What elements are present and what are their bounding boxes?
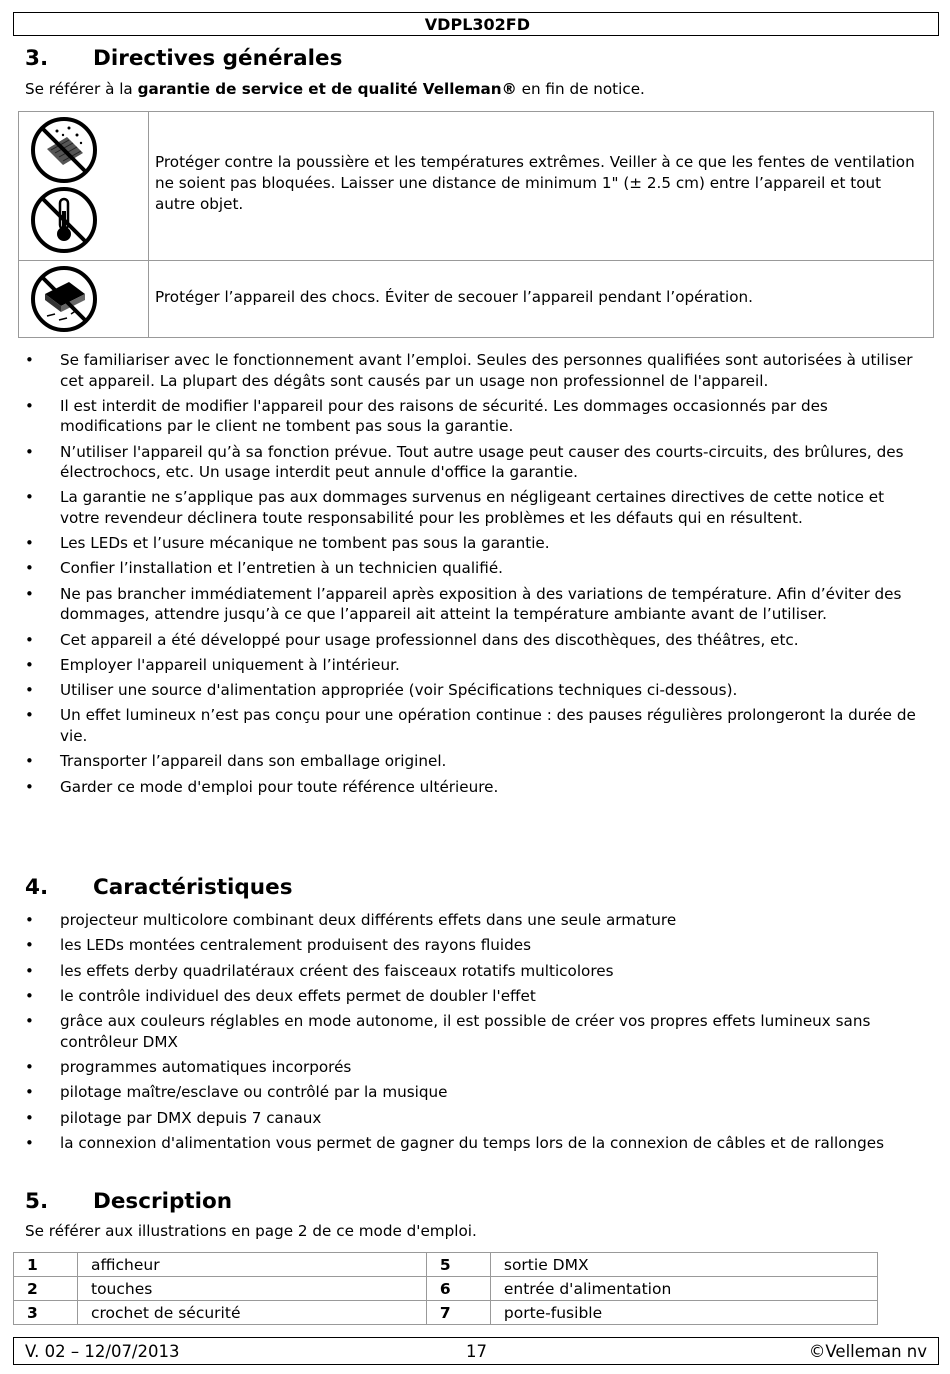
item-number: 7 (426, 1301, 490, 1325)
description-table (13, 1252, 878, 1325)
warning-text: Protéger contre la poussière et les températures extrêmes. Veiller à ce que les fentes de ventilation ne soient pas bloquées. Laisser une distance de minimum 1" (± 2.5 cm) entre l’appareil et tout autre objet. (155, 153, 915, 213)
list-item: • grâce aux couleurs réglables en mode autonome, il est possible de créer vos propres effets lumineux sans contrôleur DMX (25, 1011, 925, 1052)
list-item: • le contrôle individuel des deux effets permet de doubler l'effet (25, 986, 925, 1007)
list-item: • la connexion d'alimentation vous permet de gagner du temps lors de la connexion de câbles et de rallonges (25, 1133, 925, 1154)
list-item: • pilotage maître/esclave ou contrôlé par la musique (25, 1082, 925, 1103)
section-3-bullet-list (25, 350, 925, 802)
section-3-intro (25, 80, 645, 98)
list-item: • N’utiliser l'appareil qu’à sa fonction prévue. Tout autre usage peut causer des courts-circuits, des brûlures, des électrochocs, etc. Un usage interdit peut annule d'office la garantie. (25, 442, 925, 483)
list-item: • projecteur multicolore combinant deux différents effets dans une seule armature (25, 910, 925, 931)
intro-text-end: en fin de notice. (516, 80, 645, 98)
item-label: entrée d'alimentation (490, 1277, 877, 1301)
item-label: crochet de sécurité (78, 1301, 427, 1325)
item-number: 1 (14, 1253, 78, 1277)
no-dust-icon (29, 115, 99, 185)
list-item: • pilotage par DMX depuis 7 canaux (25, 1108, 925, 1129)
list-item: • Utiliser une source d'alimentation appropriée (voir Spécifications techniques ci-dessous). (25, 680, 925, 701)
list-item: • Il est interdit de modifier l'appareil pour des raisons de sécurité. Les dommages occasionnés par des modifications par le client ne tombent pas sous la garantie. (25, 396, 925, 437)
item-number: 3 (14, 1301, 78, 1325)
list-item: • Les LEDs et l’usure mécanique ne tombent pas sous la garantie. (25, 533, 925, 554)
list-item: • La garantie ne s’applique pas aux dommages survenus en négligeant certaines directives de cette notice et votre revendeur déclinera toute responsabilité pour les problèmes et les défauts qui en résultent. (25, 487, 925, 528)
item-number: 6 (426, 1277, 490, 1301)
section-title: Directives générales (93, 46, 343, 71)
page-footer (13, 1337, 939, 1365)
item-label: afficheur (78, 1253, 427, 1277)
warning-row (19, 112, 933, 261)
page-header (13, 12, 939, 36)
list-item: • Cet appareil a été développé pour usage professionnel dans des discothèques, des théâtres, etc. (25, 630, 925, 651)
section-title: Description (93, 1189, 233, 1214)
footer-version: V. 02 – 12/07/2013 (25, 1342, 180, 1361)
list-item: • Confier l’installation et l’entretien à un technicien qualifié. (25, 558, 925, 579)
item-label: porte-fusible (490, 1301, 877, 1325)
list-item: • les LEDs montées centralement produisent des rayons fluides (25, 935, 925, 956)
list-item: • Transporter l’appareil dans son emballage originel. (25, 751, 925, 772)
table-row (14, 1301, 878, 1325)
no-temperature-icon (29, 185, 99, 255)
model-title: VDPL302FD (424, 15, 530, 34)
section-title: Caractéristiques (93, 875, 293, 900)
intro-bold-text: garantie de service et de qualité Velleman® (137, 80, 517, 98)
section-number: 5. (25, 1189, 49, 1214)
list-item: • les effets derby quadrilatéraux créent des faisceaux rotatifs multicolores (25, 961, 925, 982)
list-item: • Ne pas brancher immédiatement l’appareil après exposition à des variations de température. Afin d’éviter des dommages, attendre jusqu’à ce que l’appareil ait atteint la température ambiante avant de l’utiliser. (25, 584, 925, 625)
footer-copyright: ©Velleman nv (808, 1342, 927, 1361)
section-number: 3. (25, 46, 49, 71)
list-item: • Se familiariser avec le fonctionnement avant l’emploi. Seules des personnes qualifiées sont autorisées à utiliser cet appareil. La plupart des dégâts sont causés par un usage non professionnel de l'appareil. (25, 350, 925, 391)
item-label: sortie DMX (490, 1253, 877, 1277)
table-row (14, 1253, 878, 1277)
table-row (14, 1277, 878, 1301)
item-label: touches (78, 1277, 427, 1301)
section-number: 4. (25, 875, 49, 900)
section-4-bullet-list (25, 910, 925, 1158)
list-item: • Employer l'appareil uniquement à l’intérieur. (25, 655, 925, 676)
footer-page-number: 17 (466, 1342, 487, 1361)
intro-text: Se référer à la (25, 80, 138, 98)
warning-table (18, 111, 934, 338)
no-shock-icon (29, 264, 99, 334)
section-5-intro: Se référer aux illustrations en page 2 de ce mode d'emploi. (25, 1222, 477, 1240)
warning-row (19, 260, 933, 338)
item-number: 5 (426, 1253, 490, 1277)
warning-text: Protéger l’appareil des chocs. Éviter de secouer l’appareil pendant l’opération. (155, 288, 753, 306)
list-item: • Un effet lumineux n’est pas conçu pour une opération continue : des pauses régulières prolongeront la durée de vie. (25, 705, 925, 746)
list-item: • programmes automatiques incorporés (25, 1057, 925, 1078)
item-number: 2 (14, 1277, 78, 1301)
list-item: • Garder ce mode d'emploi pour toute référence ultérieure. (25, 777, 925, 798)
